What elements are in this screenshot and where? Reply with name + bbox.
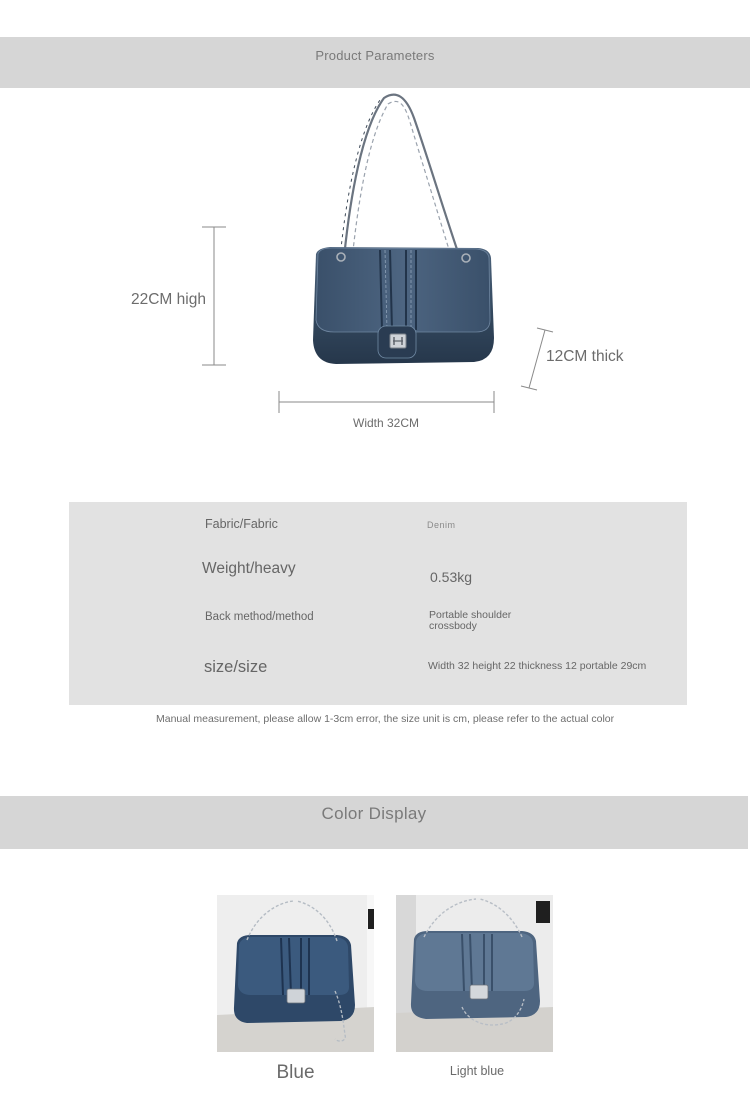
product-parameters-header xyxy=(0,37,750,88)
width-marker xyxy=(279,391,494,413)
color-label-blue: Blue xyxy=(276,1062,315,1083)
spec-value-fabric: Denim xyxy=(427,520,456,530)
spec-key-size: size/size xyxy=(204,658,268,676)
color-option-blue-image[interactable] xyxy=(217,895,374,1052)
thickness-label: 12CM thick xyxy=(546,348,624,365)
product-parameters-title: Product Parameters xyxy=(315,48,435,63)
spec-value-carry xyxy=(429,610,511,632)
spec-key-fabric: Fabric/Fabric xyxy=(205,517,278,531)
blue-bag-photo xyxy=(217,895,374,1052)
bag-dimension-diagram xyxy=(0,88,750,448)
light-blue-bag-photo xyxy=(396,895,553,1052)
spec-value-weight: 0.53kg xyxy=(430,569,473,585)
spec-table xyxy=(69,502,687,705)
measurement-note: Manual measurement, please allow 1-3cm error, the size unit is cm, please refer to the actual color xyxy=(156,713,615,725)
spec-key-carry: Back method/method xyxy=(205,611,314,623)
spec-value-carry-line2: crossbody xyxy=(429,620,477,633)
denim-bag xyxy=(313,247,494,364)
color-display-header xyxy=(0,796,748,849)
chain-strap xyxy=(340,95,462,266)
width-label: Width 32CM xyxy=(353,416,420,430)
spec-value-carry-line1: Portable shoulder xyxy=(429,609,512,621)
height-label: 22CM high xyxy=(131,291,206,308)
spec-key-weight: Weight/heavy xyxy=(202,560,296,577)
product-dimension-illustration xyxy=(0,88,750,448)
color-display-title: Color Display xyxy=(321,804,427,823)
color-label-light-blue: Light blue xyxy=(449,1064,505,1078)
spec-value-size: Width 32 height 22 thickness 12 portable 29cm xyxy=(428,660,647,672)
color-option-light-blue-image[interactable] xyxy=(396,895,553,1052)
